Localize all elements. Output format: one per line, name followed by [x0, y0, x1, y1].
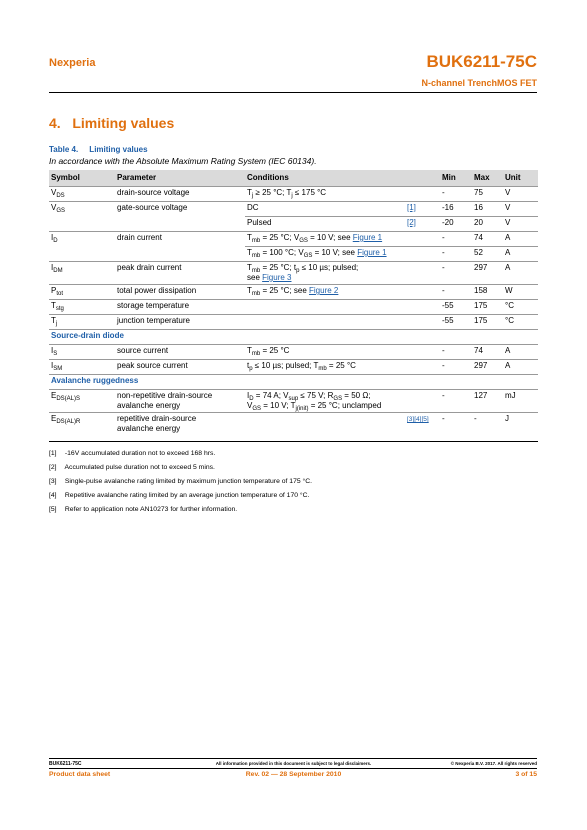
- max-cell: 74: [474, 346, 483, 355]
- param-cell: source current: [117, 346, 169, 355]
- param-cell: drain current: [115, 232, 245, 247]
- table-row: [49, 360, 538, 375]
- footer-doc-id: BUK6211-75C: [49, 761, 82, 767]
- min-cell: -: [440, 262, 472, 285]
- symbol-eds-s: $E_{DS(AL)S}$: [51, 391, 81, 402]
- symbol-vds: $V_{DS}$: [49, 187, 115, 202]
- param-cell: junction temperature: [115, 315, 245, 330]
- col-header-symbol: Symbol: [49, 170, 115, 187]
- unit-cell: °C: [503, 315, 538, 330]
- unit-cell: °C: [503, 300, 538, 315]
- conditions-cell: $T_{mb} = 100$ °C; $V_{GS} = 10$ V; see Figure 1: [245, 247, 405, 262]
- limiting-values-table: [49, 170, 538, 435]
- table-row: [49, 413, 538, 436]
- col-header-notes: [405, 170, 440, 187]
- col-header-min: Min: [440, 170, 472, 187]
- max-cell: 52: [472, 247, 503, 262]
- header-divider: [49, 92, 537, 93]
- unit-cell: A: [503, 360, 538, 375]
- max-cell: 297: [472, 360, 503, 375]
- max-cell: 175: [472, 300, 503, 315]
- table-caption: Table 4. Limiting values: [49, 145, 148, 154]
- product-title: BUK6211-75C: [426, 52, 537, 71]
- col-header-unit: Unit: [503, 170, 538, 187]
- min-cell: -: [440, 360, 472, 375]
- footer-disclaimer: All information provided in this document is subject to legal disclaimers.: [215, 761, 372, 766]
- symbol-vgs: $V_{GS}$: [49, 202, 115, 217]
- table-row: [49, 217, 538, 232]
- notes-divider: [49, 441, 538, 442]
- min-cell: -20: [440, 217, 472, 232]
- param-cell: peak source current: [115, 360, 245, 375]
- note-item: [3] Single-pulse avalanche rating limited by maximum junction temperature of 175 °C.: [49, 478, 313, 485]
- symbol-is: $I_S$: [51, 346, 58, 357]
- table-header-row: [49, 170, 538, 187]
- product-subtitle: N-channel TrenchMOS FET: [421, 78, 537, 88]
- min-cell: -: [442, 346, 445, 355]
- table-row: [49, 187, 538, 202]
- max-cell: 20: [472, 217, 503, 232]
- table-row: [49, 345, 538, 360]
- footer-doc-type: Product data sheet: [49, 771, 111, 778]
- param-line: non-repetitive drain-source: [117, 391, 213, 400]
- conditions-cell: $T_{mb} = 25$ °C; $V_{GS} = 10$ V; see Figure 1: [245, 232, 405, 247]
- symbol-eds-r: $E_{DS(AL)R}$: [49, 413, 115, 436]
- symbol-id: $I_D$: [49, 232, 115, 247]
- note-item: [1] -16V accumulated duration not to exceed 168 hrs.: [49, 450, 216, 457]
- min-cell: -55: [440, 300, 472, 315]
- table-row: [49, 262, 538, 285]
- max-cell: 16: [472, 202, 503, 217]
- conditions-cell: $T_{mb} = 25$ °C: [247, 346, 290, 357]
- unit-cell: mJ: [505, 391, 516, 400]
- company-name: Nexperia: [49, 57, 96, 69]
- param-cell: peak drain current: [115, 262, 245, 285]
- footer-divider: [49, 758, 537, 759]
- param-line: avalanche energy: [117, 401, 181, 410]
- col-header-conditions: Conditions: [245, 170, 405, 187]
- note-item: [5] Refer to application note AN10273 for further information.: [49, 506, 238, 513]
- param-line: repetitive drain-source: [117, 414, 197, 423]
- conditions-cell: DC: [245, 202, 405, 217]
- section-avalanche-ruggedness: Avalanche ruggedness: [49, 375, 538, 390]
- table-row: [49, 247, 538, 262]
- figure-2-link[interactable]: Figure 2: [309, 286, 339, 295]
- unit-cell: V: [503, 217, 538, 232]
- unit-cell: V: [503, 202, 538, 217]
- section-row: [49, 330, 538, 345]
- note-item: [2] Accumulated pulse duration not to exceed 5 mins.: [49, 464, 215, 471]
- min-cell: -: [440, 232, 472, 247]
- max-cell: 127: [474, 391, 488, 400]
- symbol-ism: $I_{SM}$: [49, 360, 115, 375]
- conditions-cell: $T_{mb} = 25$ °C; see Figure 2: [245, 285, 405, 300]
- max-cell: 158: [472, 285, 503, 300]
- figure-1-link[interactable]: Figure 1: [357, 248, 387, 257]
- table-row: [49, 232, 538, 247]
- note-cell: [405, 187, 440, 202]
- symbol-tj: $T_j$: [49, 315, 115, 330]
- note-link[interactable]: [1]: [407, 203, 416, 212]
- conditions-cell: $T_j \ge 25$ °C; $T_j \le 175$ °C: [245, 187, 405, 202]
- col-header-parameter: Parameter: [115, 170, 245, 187]
- footer-page-number: 3 of 15: [515, 771, 537, 778]
- max-cell: -: [472, 413, 503, 436]
- param-cell: drain-source voltage: [115, 187, 245, 202]
- table-row: [49, 390, 538, 413]
- param-line: avalanche energy: [117, 424, 181, 433]
- unit-cell: A: [503, 247, 538, 262]
- note-item: [4] Repetitive avalanche rating limited by an average junction temperature of 170 °C.: [49, 492, 310, 499]
- unit-cell: W: [503, 285, 538, 300]
- symbol-ptot: $P_{tot}$: [49, 285, 115, 300]
- col-header-max: Max: [472, 170, 503, 187]
- conditions-cell: $I_D = 74$ A; $V_{sup} \le 75$ V; $R_{GS} = 50$ Ω; $V_{GS} = 10$ V; $T_{j(init)} = 25$ °C; unclamped: [247, 391, 382, 412]
- section-source-drain-diode: Source-drain diode: [49, 330, 538, 345]
- figure-1-link[interactable]: Figure 1: [352, 233, 383, 242]
- conditions-cell: $T_{mb} = 25$ °C; $t_p \le 10$ µs; pulsed; see Figure 3: [245, 262, 405, 285]
- min-cell: -16: [440, 202, 472, 217]
- max-cell: 75: [472, 187, 503, 202]
- unit-cell: A: [503, 232, 538, 247]
- param-cell: total power dissipation: [115, 285, 245, 300]
- param-cell: storage temperature: [115, 300, 245, 315]
- table-row: [49, 285, 538, 300]
- max-cell: 297: [472, 262, 503, 285]
- section-title: 4. Limiting values: [49, 115, 175, 131]
- table-subcaption: In accordance with the Absolute Maximum Rating System (IEC 60134).: [49, 156, 317, 166]
- figure-3-link[interactable]: Figure 3: [262, 273, 292, 282]
- unit-cell: J: [503, 413, 538, 436]
- min-cell: -: [442, 391, 445, 400]
- min-cell: -: [440, 247, 472, 262]
- min-cell: -: [440, 285, 472, 300]
- note-link[interactable]: [2]: [407, 218, 416, 227]
- table-notes: [49, 447, 312, 517]
- footer-divider: [49, 768, 537, 769]
- param-cell: gate-source voltage: [115, 202, 245, 217]
- min-cell: -: [440, 187, 472, 202]
- min-cell: -55: [440, 315, 472, 330]
- min-cell: -: [440, 413, 472, 436]
- table-row: [49, 202, 538, 217]
- symbol-idm: $I_{DM}$: [49, 262, 115, 285]
- footer-revision: Rev. 02 — 28 September 2010: [245, 771, 342, 778]
- footer-copyright: © Nexperia B.V. 2017. All rights reserved: [450, 761, 537, 766]
- symbol-tstg: $T_{stg}$: [49, 300, 115, 315]
- max-cell: 175: [472, 315, 503, 330]
- table-row: [49, 300, 538, 315]
- unit-cell: A: [505, 346, 511, 355]
- conditions-cell: Pulsed: [245, 217, 405, 232]
- max-cell: 74: [472, 232, 503, 247]
- note-link[interactable]: [3][4][5]: [407, 416, 429, 423]
- unit-cell: V: [503, 187, 538, 202]
- section-row: [49, 375, 538, 390]
- conditions-cell: $t_p \le 10$ µs; pulsed; $T_{mb} = 25$ °C: [245, 360, 405, 375]
- unit-cell: A: [503, 262, 538, 285]
- table-row: [49, 315, 538, 330]
